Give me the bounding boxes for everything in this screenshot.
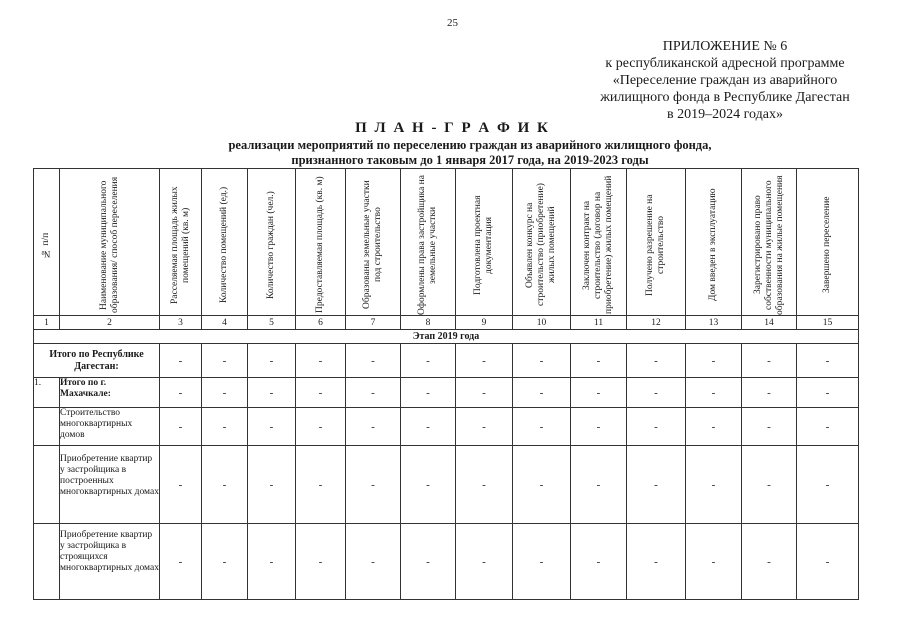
header-cell: Расселяемая площадь жилых помещений (кв. м) (160, 169, 202, 316)
column-number: 3 (160, 316, 202, 330)
row-label: Строительство многоквартирных домов (60, 408, 160, 446)
column-number: 15 (797, 316, 859, 330)
dash-cell: - (202, 408, 248, 446)
header-cell: Оформлены права застройщика на земельные участки (401, 169, 456, 316)
dash-cell: - (248, 408, 296, 446)
total-label: Итого по Республике Дагестан: (34, 344, 160, 378)
dash-cell: - (160, 524, 202, 600)
dash-cell: - (401, 378, 456, 408)
appendix-block (560, 38, 890, 123)
dash-cell: - (160, 378, 202, 408)
table-row (34, 524, 859, 600)
dash-cell: - (571, 378, 627, 408)
dash-cell: - (627, 378, 686, 408)
dash-cell: - (627, 344, 686, 378)
dash-cell: - (401, 524, 456, 600)
dash-cell: - (797, 408, 859, 446)
dash-cell: - (346, 446, 401, 524)
dash-cell: - (248, 344, 296, 378)
dash-cell: - (627, 408, 686, 446)
column-number: 7 (346, 316, 401, 330)
dash-cell: - (202, 446, 248, 524)
dash-cell: - (627, 446, 686, 524)
dash-cell: - (346, 408, 401, 446)
dash-cell: - (571, 408, 627, 446)
header-cell: Зарегистрировано право собственности муниципального образования на жилые помещения (742, 169, 797, 316)
header-cell: Завершено переселение (797, 169, 859, 316)
dash-cell: - (296, 344, 346, 378)
appendix-line: в 2019–2024 годах» (667, 107, 783, 122)
dash-cell: - (571, 446, 627, 524)
dash-cell: - (401, 446, 456, 524)
empty-cell (34, 446, 60, 524)
dash-cell: - (456, 378, 513, 408)
stage-row (34, 330, 859, 344)
dash-cell: - (686, 344, 742, 378)
dash-cell: - (571, 344, 627, 378)
dash-cell: - (742, 344, 797, 378)
column-number: 14 (742, 316, 797, 330)
dash-cell: - (456, 344, 513, 378)
dash-cell: - (202, 378, 248, 408)
column-number: 9 (456, 316, 513, 330)
column-number: 6 (296, 316, 346, 330)
table-row (34, 446, 859, 524)
header-cell: Заключен контракт на строительство (договор на приобретение) жилых помещений (571, 169, 627, 316)
dash-cell: - (513, 446, 571, 524)
header-cell: Получено разрешение на строительство (627, 169, 686, 316)
column-number: 5 (248, 316, 296, 330)
column-number: 11 (571, 316, 627, 330)
dash-cell: - (571, 524, 627, 600)
dash-cell: - (346, 344, 401, 378)
dash-cell: - (202, 344, 248, 378)
dash-cell: - (248, 378, 296, 408)
subtitle-line: реализации мероприятий по переселению граждан из аварийного жилищного фонда, (228, 138, 712, 152)
column-number: 13 (686, 316, 742, 330)
header-cell: Дом введен в эксплуатацию (686, 169, 742, 316)
dash-cell: - (742, 378, 797, 408)
header-cell: Образованы земельные участки под строительство (346, 169, 401, 316)
dash-cell: - (627, 524, 686, 600)
dash-cell: - (686, 446, 742, 524)
table-row (34, 378, 859, 408)
table-row (34, 408, 859, 446)
dash-cell: - (686, 524, 742, 600)
dash-cell: - (346, 378, 401, 408)
header-cell: Предоставляемая площадь (кв. м) (296, 169, 346, 316)
dash-cell: - (513, 378, 571, 408)
header-cell: Объявлен конкурс на строительство (приобретение) жилых помещений (513, 169, 571, 316)
dash-cell: - (797, 344, 859, 378)
dash-cell: - (456, 446, 513, 524)
dash-cell: - (797, 524, 859, 600)
stage-label: Этап 2019 года (34, 330, 859, 344)
dash-cell: - (513, 524, 571, 600)
dash-cell: - (296, 446, 346, 524)
header-cell: Наименование муниципального образования/ способ переселения (60, 169, 160, 316)
dash-cell: - (296, 408, 346, 446)
dash-cell: - (742, 408, 797, 446)
column-number: 4 (202, 316, 248, 330)
document-title: П Л А Н - Г Р А Ф И К (355, 120, 550, 136)
dash-cell: - (248, 524, 296, 600)
row-index: 1. (34, 378, 60, 408)
column-number-row (34, 316, 859, 330)
table-row (34, 344, 859, 378)
dash-cell: - (202, 524, 248, 600)
row-label: Приобретение квартир у застройщика в построенных многоквартирных домах (60, 446, 160, 524)
dash-cell: - (401, 344, 456, 378)
empty-cell (34, 524, 60, 600)
plan-table (33, 168, 859, 600)
appendix-line: «Переселение граждан из аварийного (612, 73, 838, 88)
column-number: 8 (401, 316, 456, 330)
dash-cell: - (160, 344, 202, 378)
dash-cell: - (160, 446, 202, 524)
header-cell: Количество граждан (чел.) (248, 169, 296, 316)
dash-cell: - (742, 446, 797, 524)
dash-cell: - (742, 524, 797, 600)
dash-cell: - (686, 378, 742, 408)
empty-cell (34, 408, 60, 446)
dash-cell: - (346, 524, 401, 600)
row-label: Приобретение квартир у застройщика в строящихся многоквартирных домах (60, 524, 160, 600)
appendix-line: ПРИЛОЖЕНИЕ № 6 (662, 39, 788, 54)
dash-cell: - (797, 378, 859, 408)
header-cell: Количество помещений (ед.) (202, 169, 248, 316)
dash-cell: - (456, 408, 513, 446)
column-number: 10 (513, 316, 571, 330)
column-number: 1 (34, 316, 60, 330)
appendix-line: жилищного фонда в Республике Дагестан (600, 90, 850, 105)
document-subtitle (150, 138, 790, 168)
dash-cell: - (797, 446, 859, 524)
header-row (34, 169, 859, 316)
column-number: 12 (627, 316, 686, 330)
header-cell: Подготовлена проектная документация (456, 169, 513, 316)
header-cell: № п/п (34, 169, 60, 316)
dash-cell: - (456, 524, 513, 600)
column-number: 2 (60, 316, 160, 330)
dash-cell: - (296, 378, 346, 408)
page-number: 25 (447, 17, 458, 29)
dash-cell: - (296, 524, 346, 600)
dash-cell: - (160, 408, 202, 446)
dash-cell: - (686, 408, 742, 446)
dash-cell: - (513, 408, 571, 446)
dash-cell: - (248, 446, 296, 524)
row-label: Итого по г. Махачкале: (60, 378, 160, 408)
dash-cell: - (513, 344, 571, 378)
dash-cell: - (401, 408, 456, 446)
appendix-line: к республиканской адресной программе (605, 56, 845, 71)
subtitle-line: признанного таковым до 1 января 2017 года, на 2019-2023 годы (291, 153, 649, 167)
